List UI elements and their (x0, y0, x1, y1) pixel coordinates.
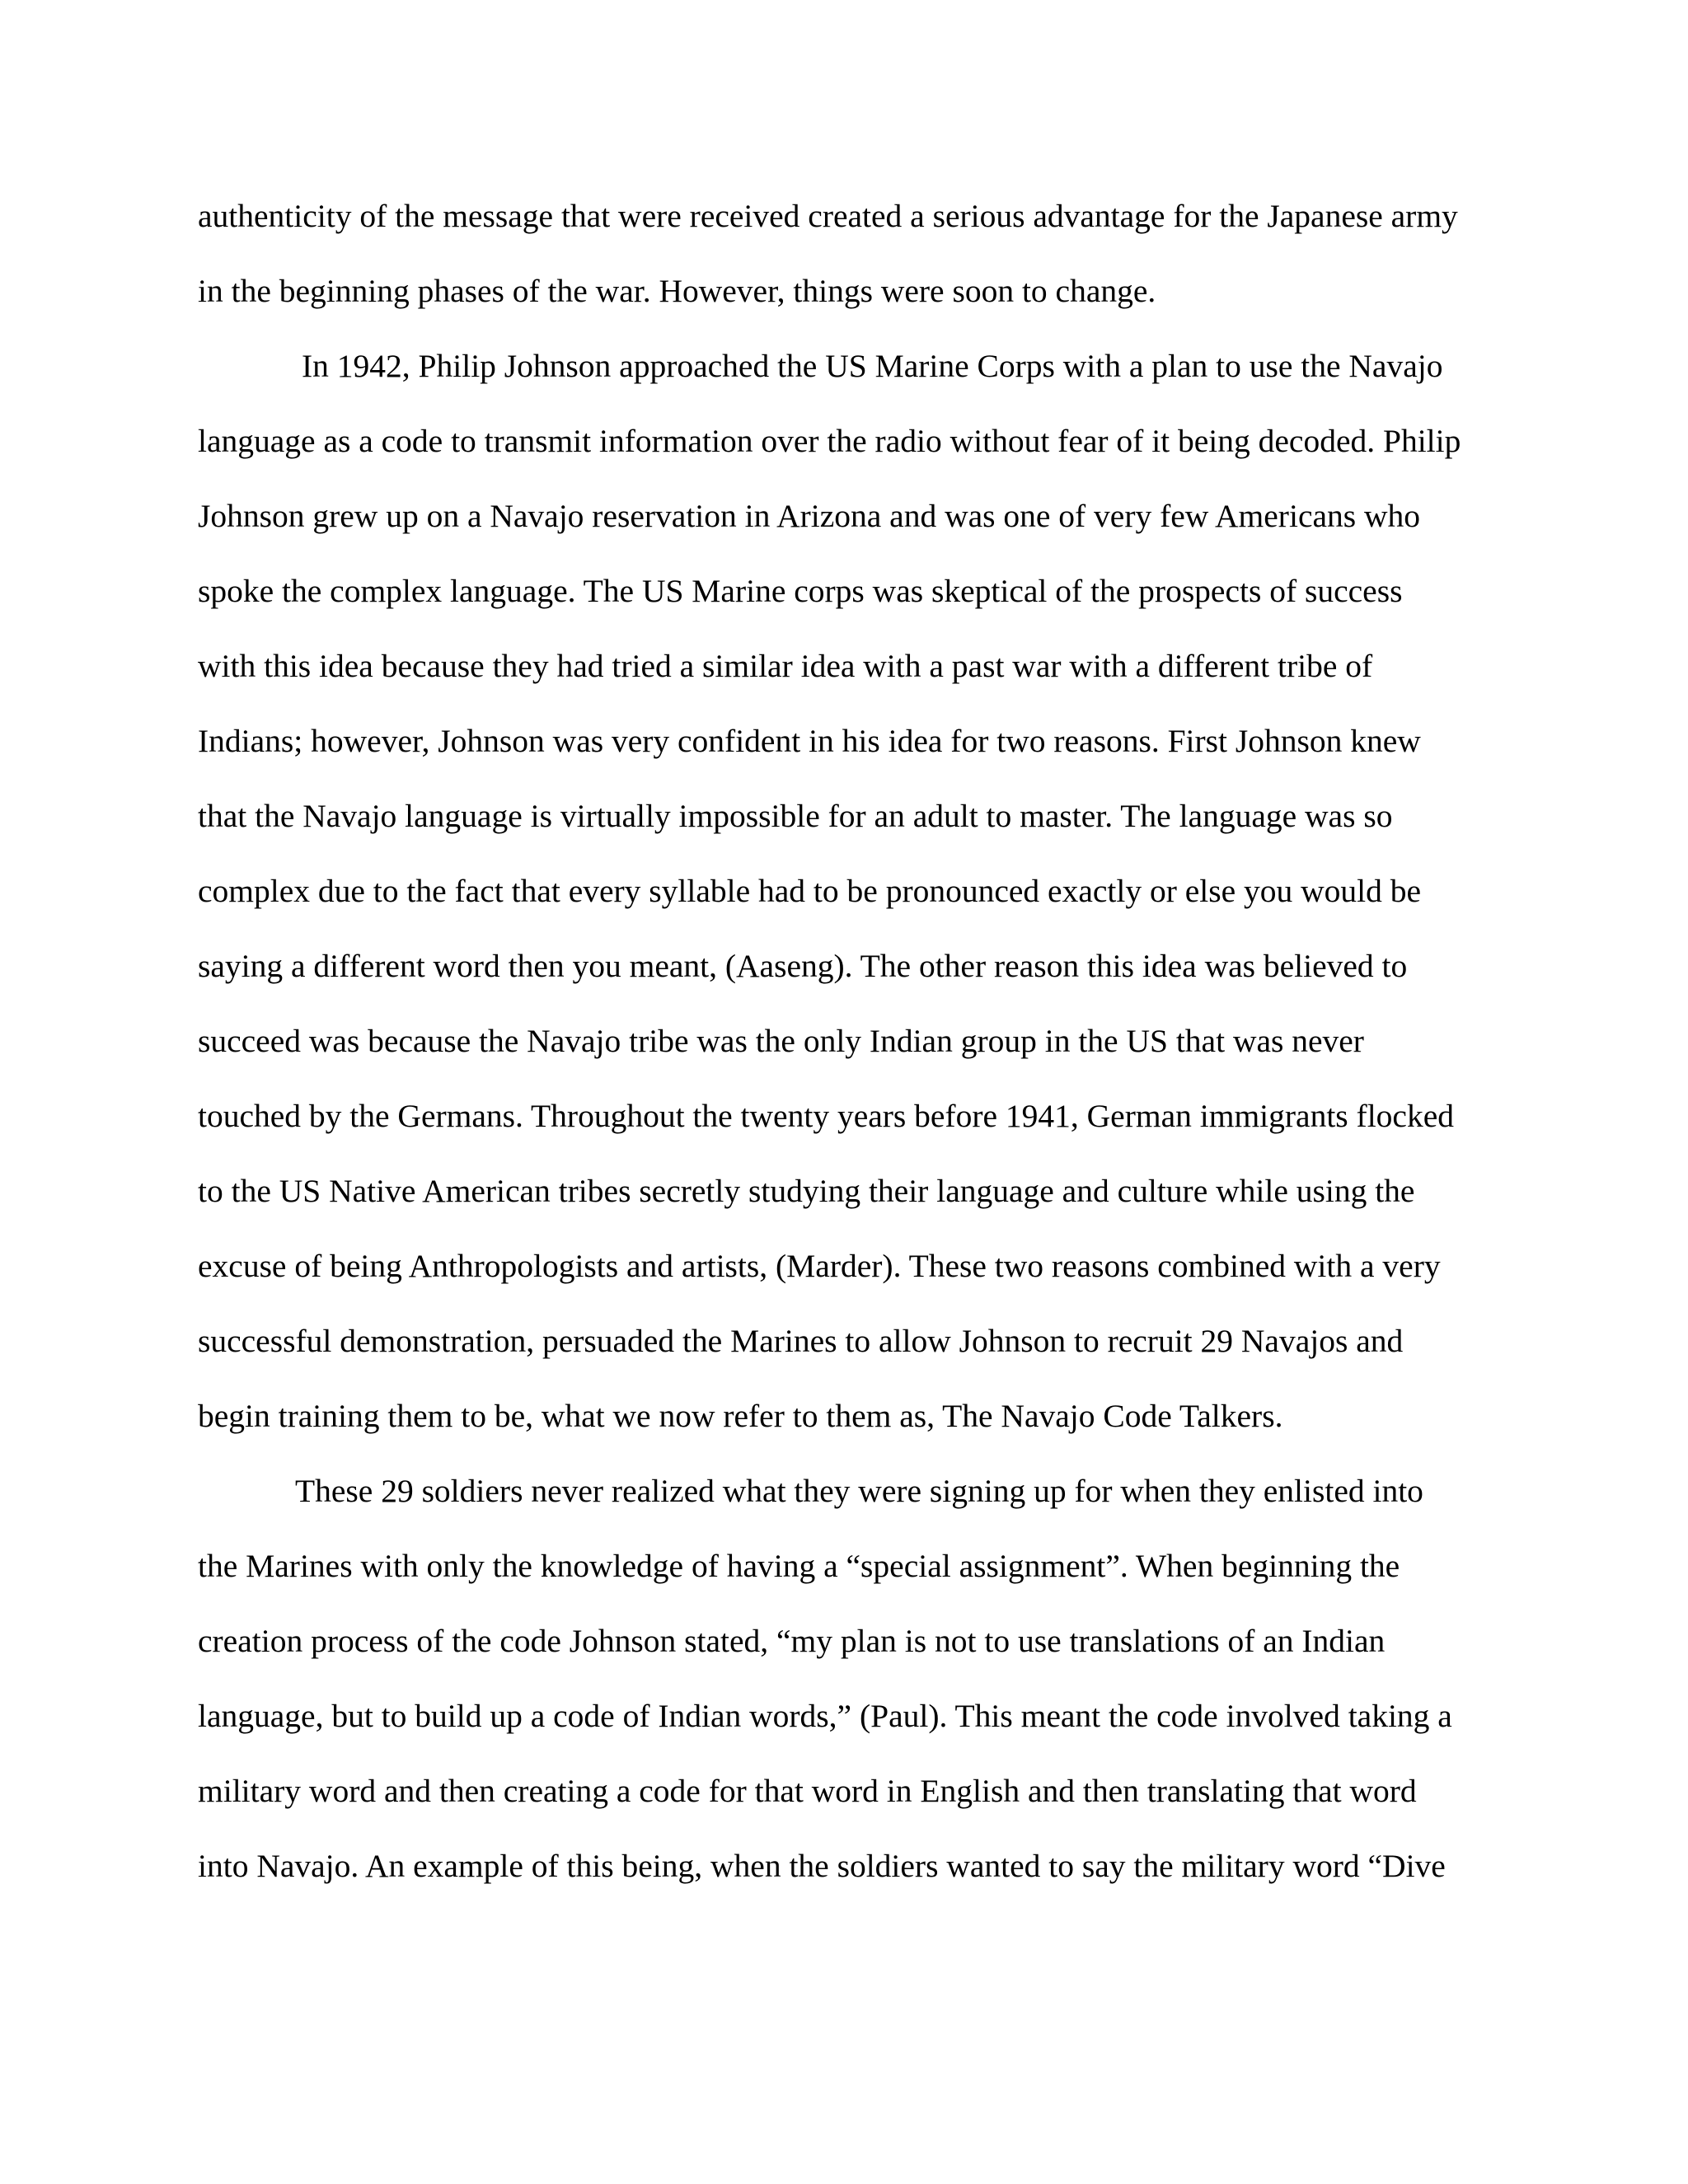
text-line: into Navajo. An example of this being, when the soldiers wanted to say the military word “Dive (198, 1848, 1446, 1884)
text-line: saying a different word then you meant, (Aaseng). The other reason this idea was believed to (198, 948, 1408, 984)
text-line: In 1942, Philip Johnson approached the US Marine Corps with a plan to use the Navajo (302, 348, 1443, 384)
text-line: the Marines with only the knowledge of having a “special assignment”. When beginning the (198, 1548, 1400, 1584)
text-line: to the US Native American tribes secretly studying their language and culture while using the (198, 1173, 1415, 1209)
text-line: These 29 soldiers never realized what they were signing up for when they enlisted into (295, 1473, 1423, 1509)
text-line: creation process of the code Johnson stated, “my plan is not to use translations of an Indian (198, 1623, 1386, 1659)
text-line: language as a code to transmit information over the radio without fear of it being decoded. Philip (198, 423, 1461, 459)
text-line: touched by the Germans. Throughout the twenty years before 1941, German immigrants flocked (198, 1098, 1454, 1134)
text-line: authenticity of the message that were received created a serious advantage for the Japanese army (198, 198, 1458, 234)
text-line: language, but to build up a code of Indian words,” (Paul). This meant the code involved taking a (198, 1698, 1452, 1734)
text-line: that the Navajo language is virtually impossible for an adult to master. The language was so (198, 798, 1393, 834)
text-line: complex due to the fact that every syllable had to be pronounced exactly or else you would be (198, 873, 1422, 909)
text-line: begin training them to be, what we now refer to them as, The Navajo Code Talkers. (198, 1398, 1283, 1434)
text-line: excuse of being Anthropologists and artists, (Marder). These two reasons combined with a very (198, 1248, 1441, 1284)
text-line: Indians; however, Johnson was very confident in his idea for two reasons. First Johnson knew (198, 723, 1421, 759)
text-line: Johnson grew up on a Navajo reservation in Arizona and was one of very few Americans who (198, 498, 1421, 534)
text-line: spoke the complex language. The US Marine corps was skeptical of the prospects of success (198, 573, 1403, 609)
text-line: military word and then creating a code for that word in English and then translating that word (198, 1773, 1417, 1809)
text-line: with this idea because they had tried a similar idea with a past war with a different tribe of (198, 648, 1373, 684)
text-line: in the beginning phases of the war. However, things were soon to change. (198, 273, 1156, 309)
text-line: succeed was because the Navajo tribe was the only Indian group in the US that was never (198, 1023, 1364, 1059)
text-line: successful demonstration, persuaded the Marines to allow Johnson to recruit 29 Navajos and (198, 1323, 1404, 1359)
